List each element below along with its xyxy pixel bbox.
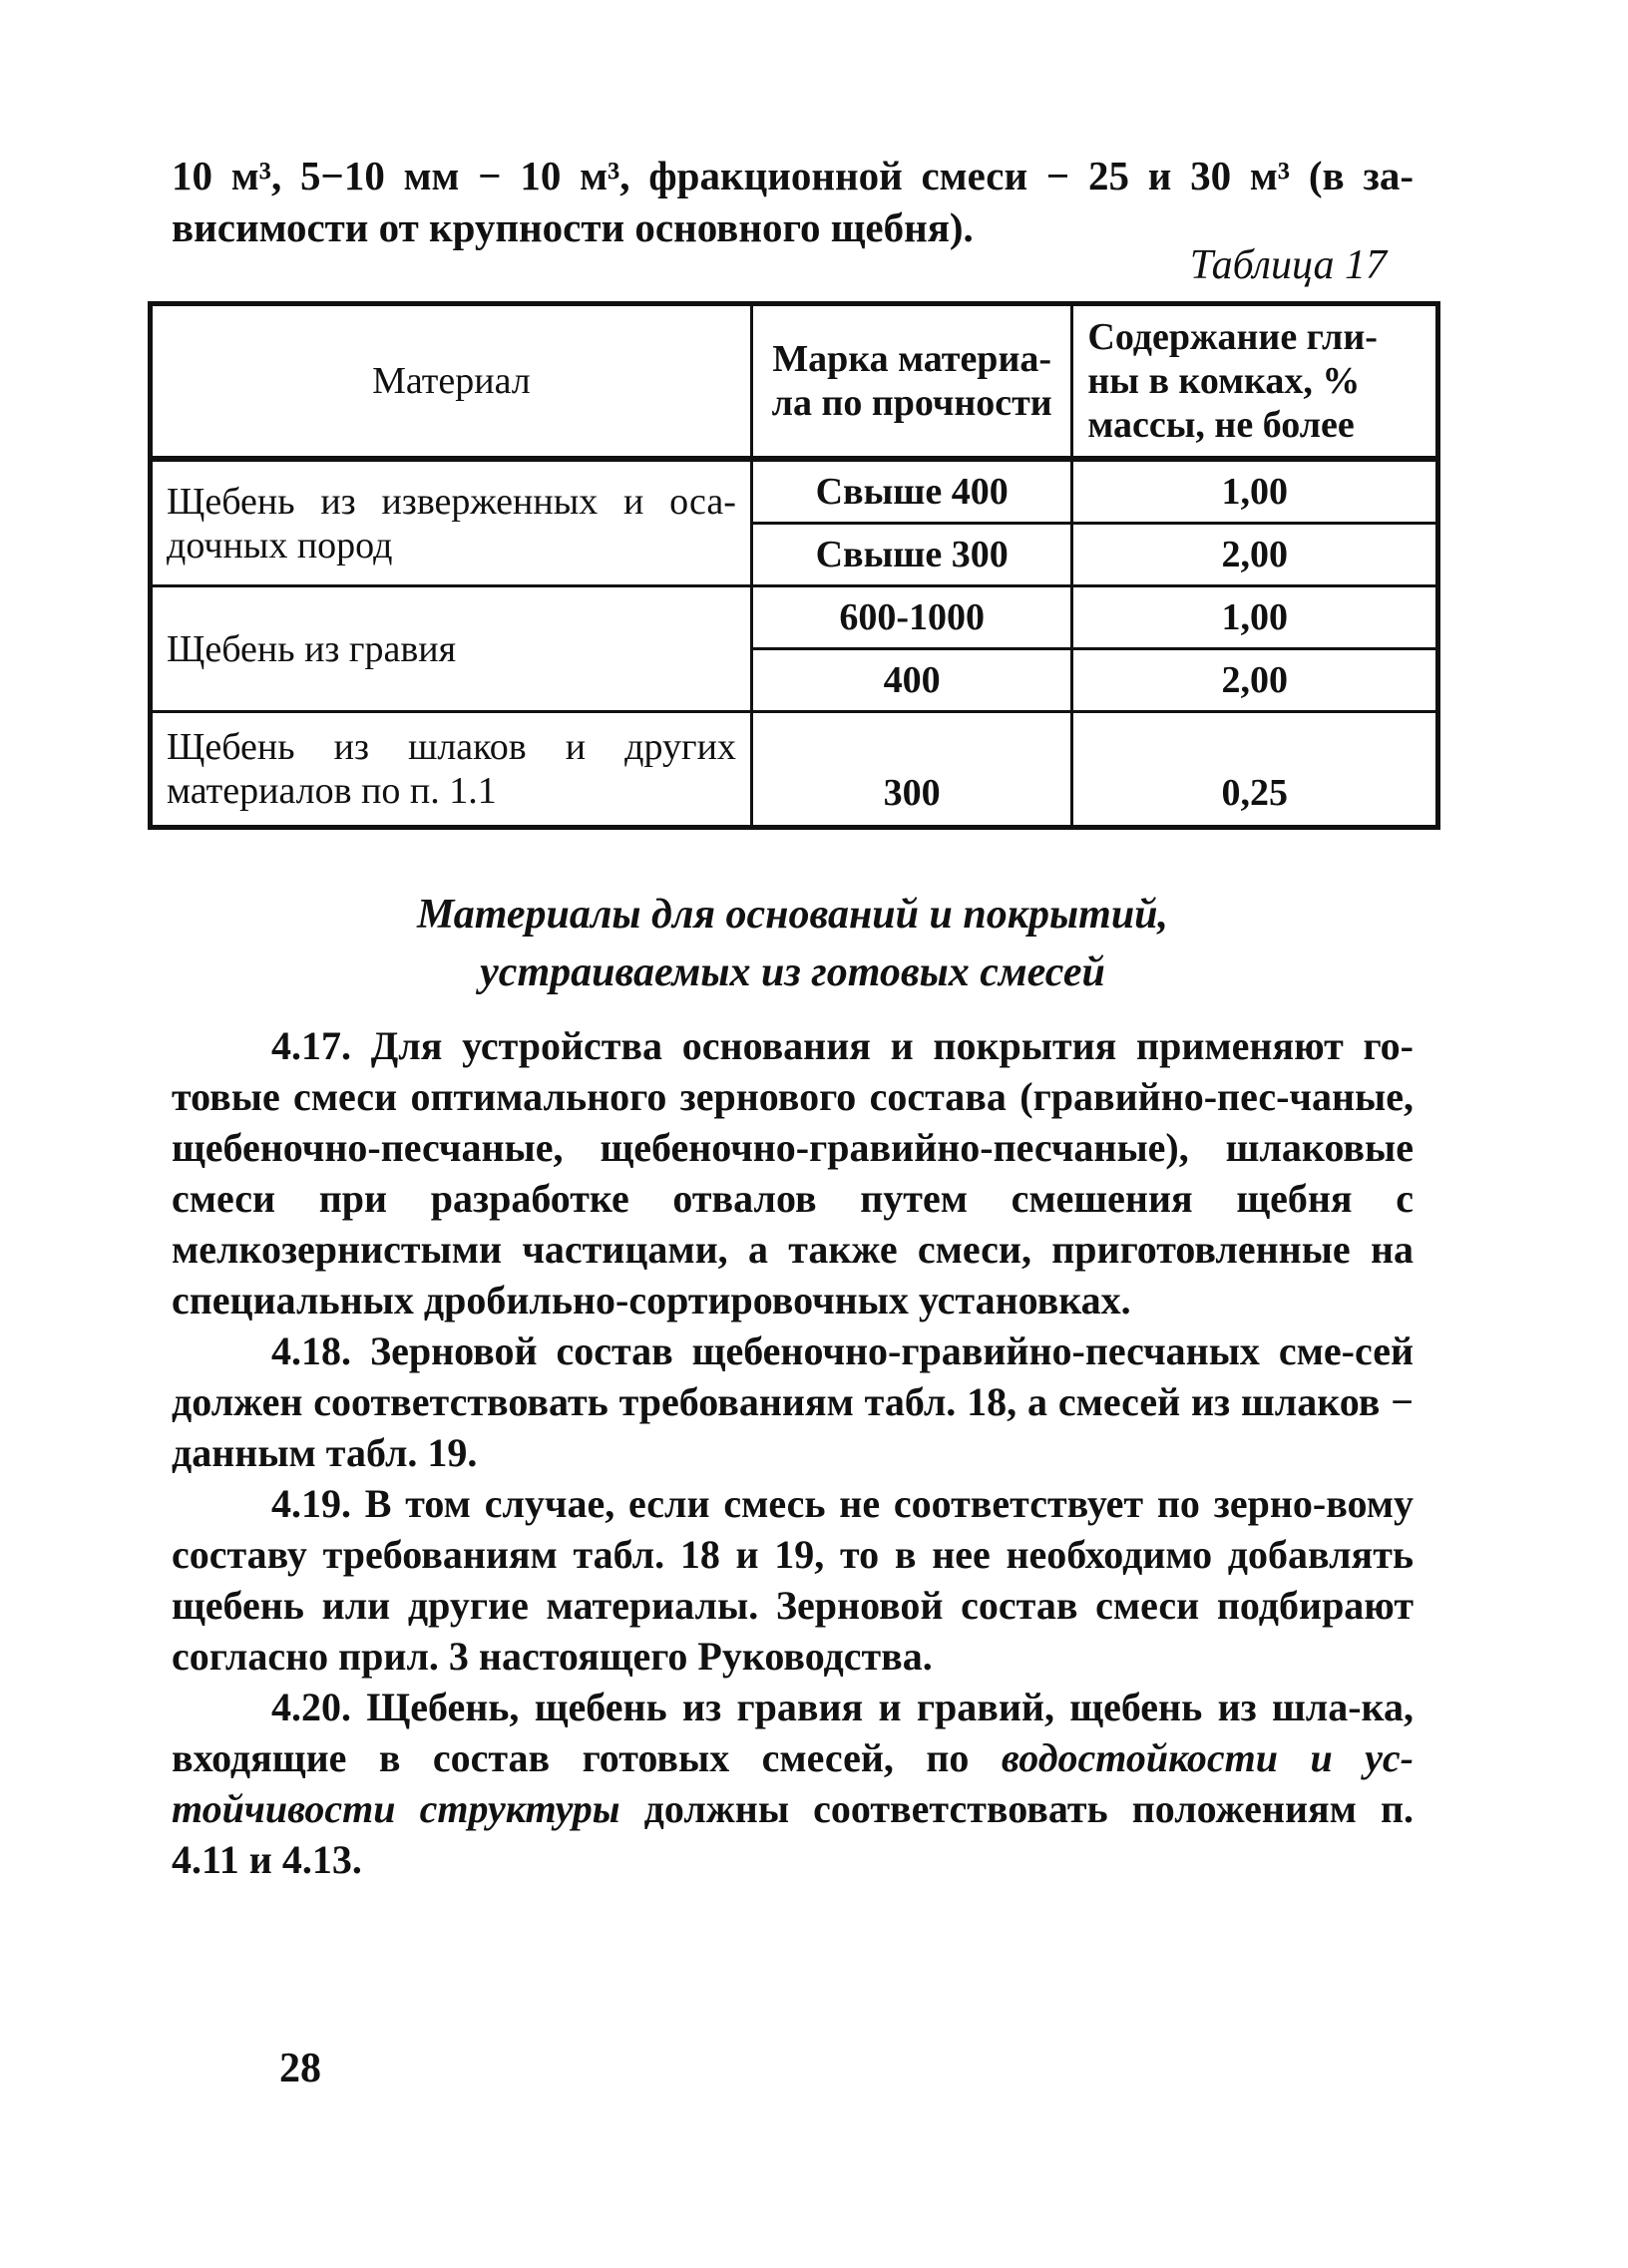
grade-cell: 600-1000	[751, 586, 1071, 649]
grade-cell: Свыше 300	[751, 524, 1071, 586]
paragraph-4-20-emphasis: водостойкости и ус-тойчивости структуры	[172, 1735, 1414, 1831]
intro-line-2: висимости от крупности основного щебня).	[172, 204, 974, 250]
body-text	[172, 1020, 1414, 1885]
paragraph-4-20-part-2: должны соответствовать положениям п. 4.11 и 4.13.	[172, 1786, 1415, 1882]
table-row	[151, 459, 1438, 524]
header-clay: Содержание гли-ны в комках, % массы, не более	[1072, 304, 1438, 460]
material-cell: Щебень из шлаков и других материалов по п. 1.1	[151, 712, 752, 828]
paragraph-4-19: 4.19. В том случае, если смесь не соответствует по зерно-вому составу требованиям табл. 18 и 19, то в нее необходимо добавлять щебень или другие материалы. Зерновой состав смеси подбирают согласно прил. 3 настоящего Руководства.	[172, 1481, 1414, 1679]
clay-cell: 2,00	[1072, 524, 1438, 586]
clay-cell: 1,00	[1072, 459, 1438, 524]
section-heading-line-1: Материалы для оснований и покрытий,	[416, 892, 1169, 938]
clay-cell: 1,00	[1072, 586, 1438, 649]
grade-cell: 400	[751, 649, 1071, 712]
header-grade: Марка материа-ла по прочности	[751, 304, 1071, 460]
table-row	[151, 586, 1438, 649]
table-row	[151, 712, 1438, 828]
page-number: 28	[279, 2046, 321, 2091]
grade-cell: 300	[751, 712, 1071, 828]
paragraph-4-18: 4.18. Зерновой состав щебеночно-гравийно-песчаных сме-сей должен соответствовать требованиям табл. 18, а смесей из шлаков − данным табл. 19.	[172, 1328, 1414, 1475]
intro-text	[172, 150, 1414, 253]
clay-cell: 2,00	[1072, 649, 1438, 712]
table-header-row	[151, 304, 1438, 460]
material-cell: Щебень из изверженных и оса-дочных пород	[151, 459, 752, 586]
table-17	[148, 301, 1440, 830]
material-cell: Щебень из гравия	[151, 586, 752, 712]
paragraph-4-17: 4.17. Для устройства основания и покрытия применяют го-товые смеси оптимального зернового состава (гравийно-пес-чаные, щебеночно-песчаные, щебеночно-гравийно-песчаные), шлаковые смеси при разработке отвалов путем смешения щебня с мелкозернистыми частицами, а также смеси, приготовленные на специальных дробильно-сортировочных установках.	[172, 1023, 1414, 1323]
paragraph-4-20-part-1: 4.20. Щебень, щебень из гравия и гравий, щебень из шла-ка, входящие в состав готовых смесей, по	[172, 1685, 1414, 1780]
paragraph-4-20	[172, 1682, 1414, 1885]
section-heading	[172, 886, 1414, 1001]
section-heading-line-2: устраиваемых из готовых смесей	[480, 949, 1105, 995]
clay-cell: 0,25	[1072, 712, 1438, 828]
table-caption: Таблица 17	[1189, 242, 1387, 288]
intro-line-1: 10 м³, 5−10 мм − 10 м³, фракционной смеси − 25 и 30 м³ (в за-	[172, 153, 1414, 198]
grade-cell: Свыше 400	[751, 459, 1071, 524]
header-material: Материал	[151, 304, 752, 460]
